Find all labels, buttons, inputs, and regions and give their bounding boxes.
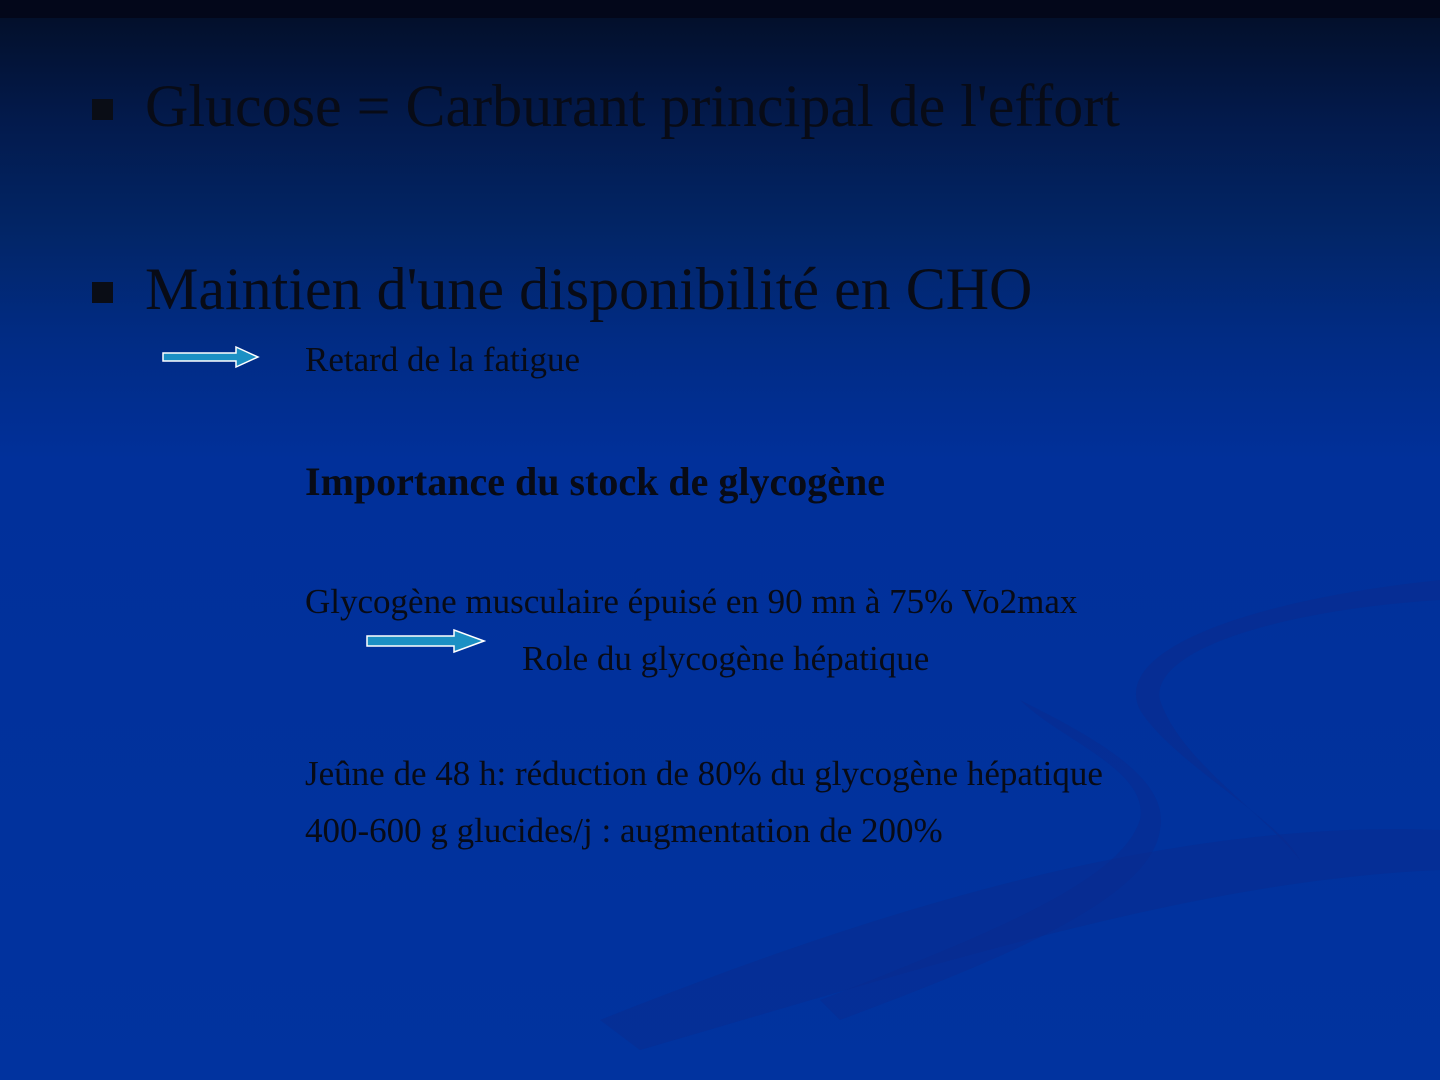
right-arrow-icon [366,628,486,654]
bullet-text-maintien: Maintien d'une disponibilité en CHO [145,256,1033,322]
square-bullet-icon [92,282,113,303]
text-glycogene-musculaire: Glycogène musculaire épuisé en 90 mn à 75% Vo2max [305,582,1078,621]
text-role-glycogene: Role du glycogène hépatique [522,639,930,678]
text-retard-fatigue: Retard de la fatigue [305,340,581,379]
bullet-maintien [92,256,1033,322]
text-jeune-48h: Jeûne de 48 h: réduction de 80% du glycogène hépatique [305,754,1103,793]
bullet-glucose [92,73,1120,139]
text-importance-stock: Importance du stock de glycogène [305,459,885,504]
bullet-text-glucose: Glucose = Carburant principal de l'effort [145,73,1120,139]
square-bullet-icon [92,99,113,120]
text-glucides-jour: 400-600 g glucides/j : augmentation de 200% [305,811,943,850]
right-arrow-icon [162,345,260,369]
